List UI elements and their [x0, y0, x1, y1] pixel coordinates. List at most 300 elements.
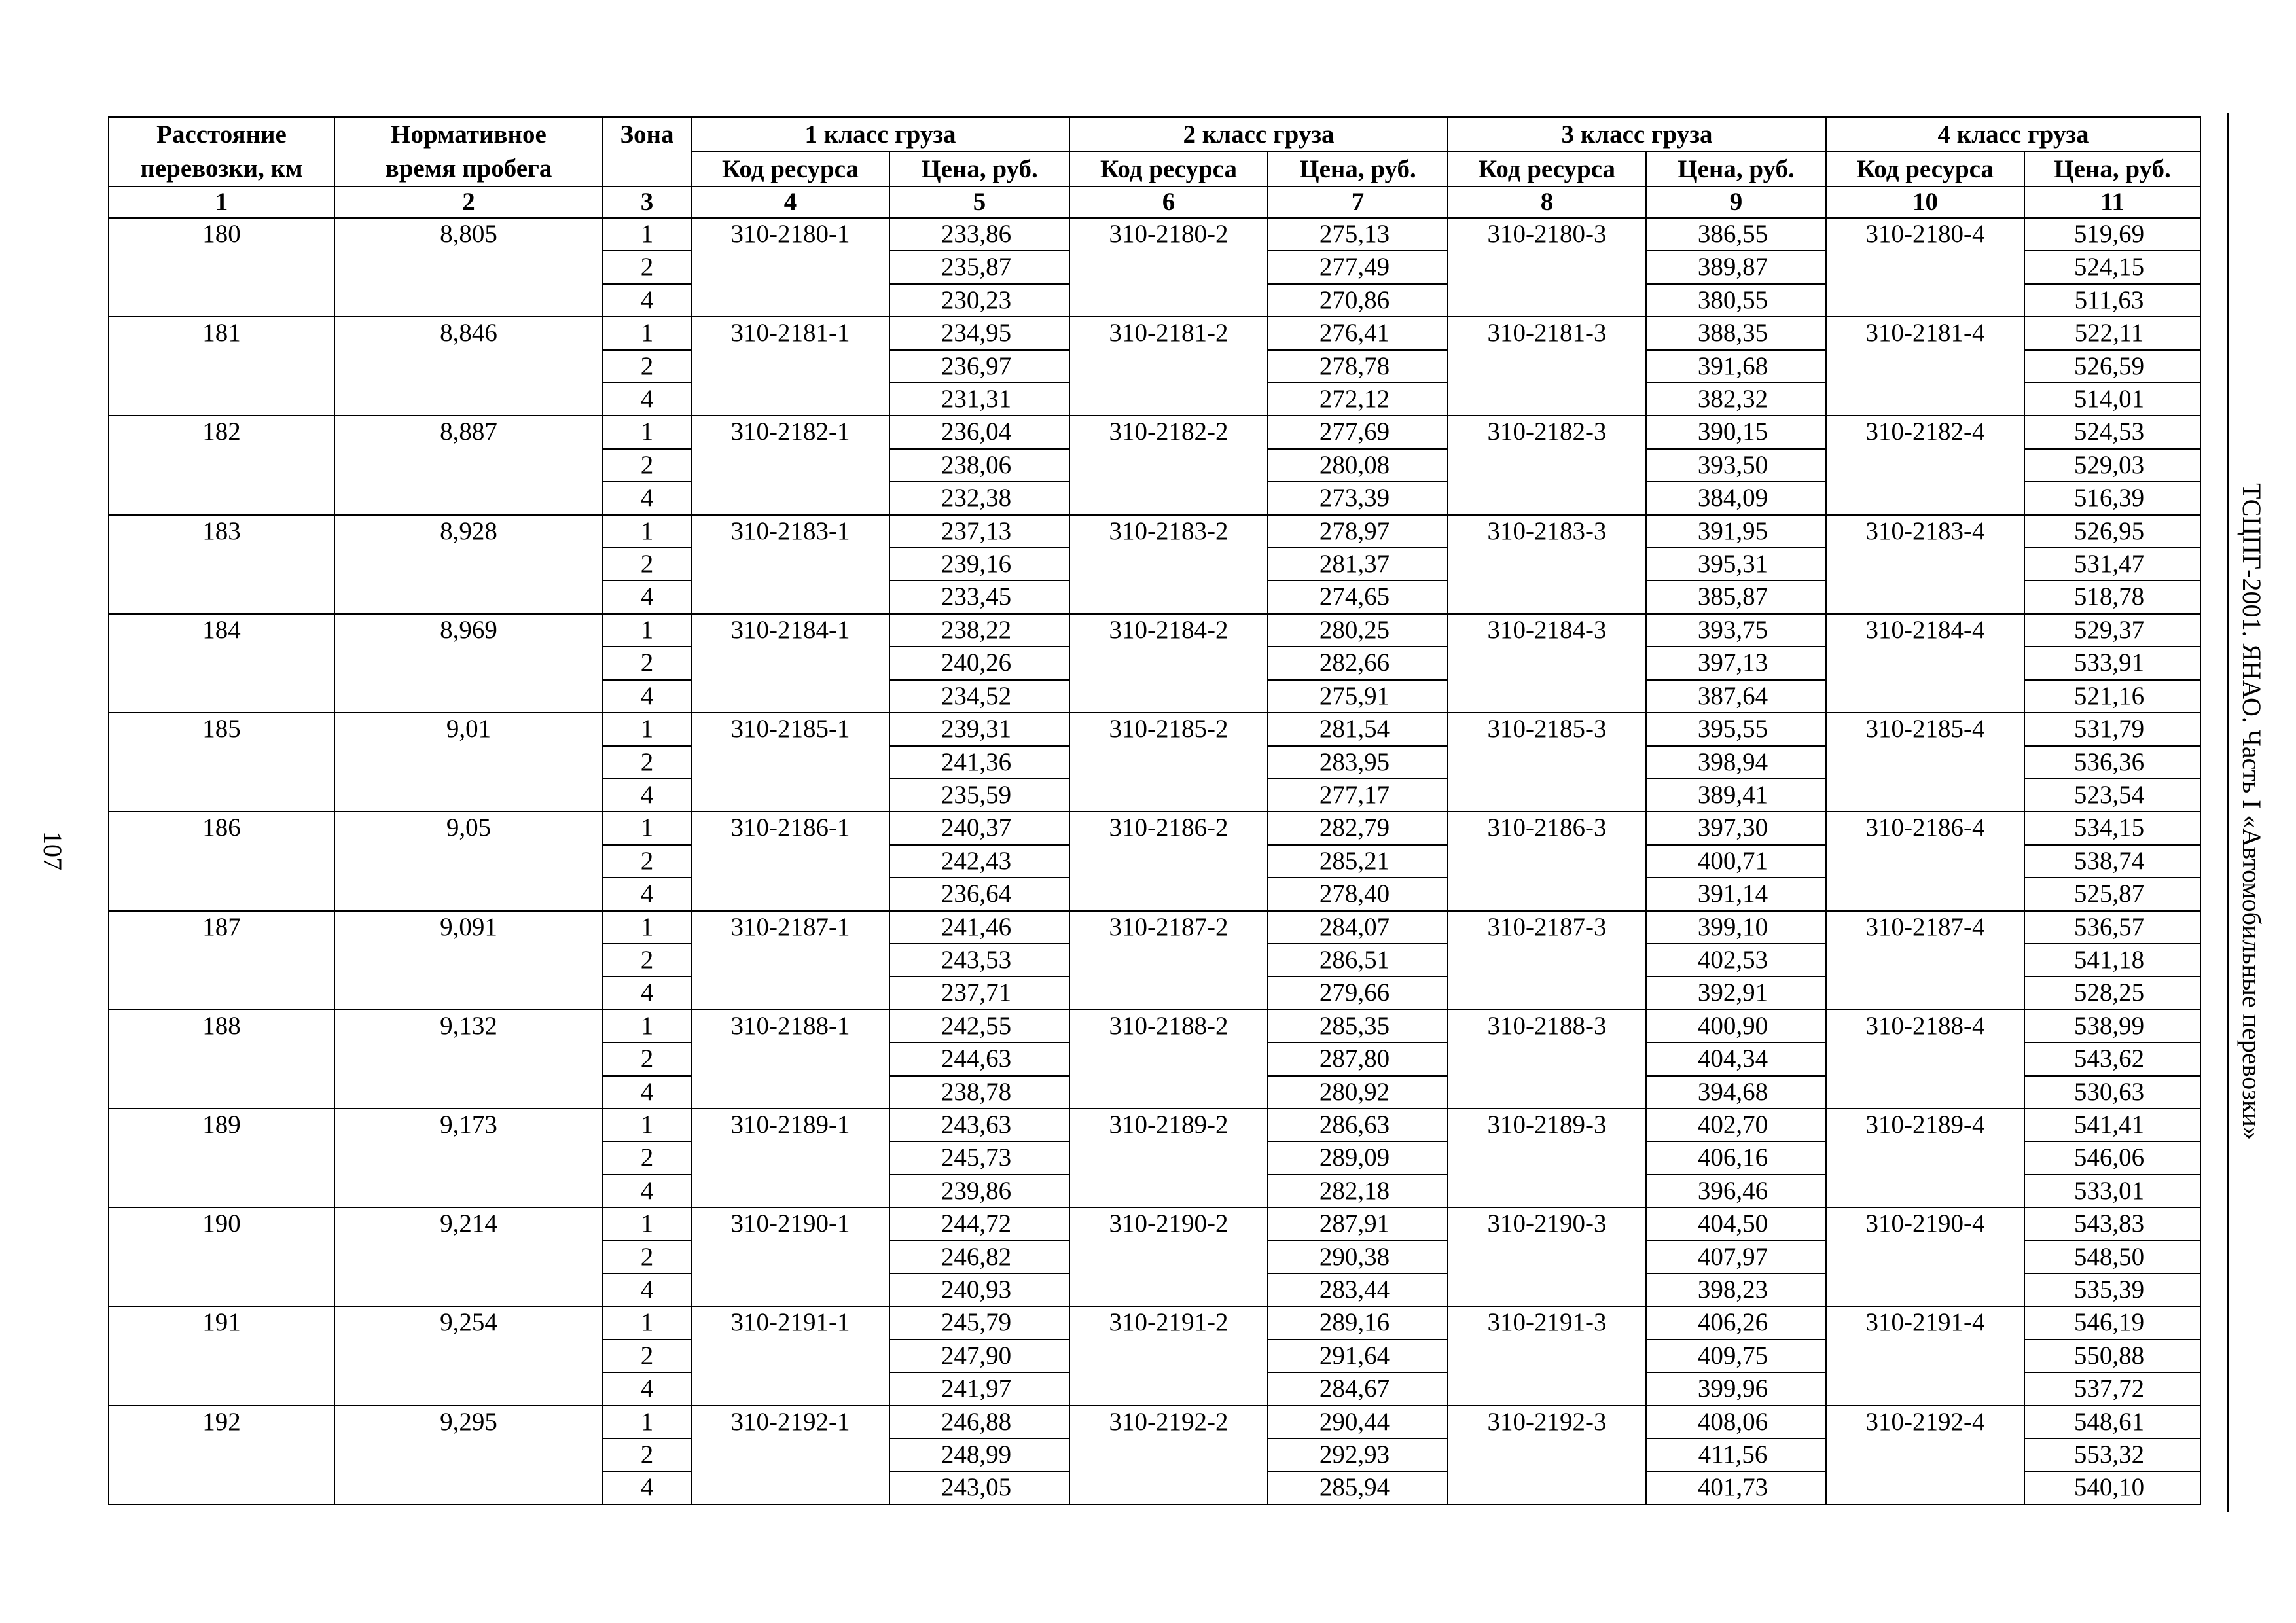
zone-cell: 1 — [603, 1306, 691, 1339]
price-cell: 232,38 — [889, 482, 1069, 514]
price-cell: 518,78 — [2024, 580, 2200, 613]
price-cell: 526,95 — [2024, 515, 2200, 548]
price-cell: 546,19 — [2024, 1306, 2200, 1339]
price-cell: 385,87 — [1646, 580, 1826, 613]
price-cell: 399,10 — [1646, 911, 1826, 944]
price-cell: 278,97 — [1268, 515, 1448, 548]
price-cell: 400,71 — [1646, 845, 1826, 878]
header-zone — [603, 117, 691, 187]
price-cell: 234,52 — [889, 680, 1069, 713]
price-cell: 277,69 — [1268, 416, 1448, 448]
resource-code-cell: 310-2182-3 — [1448, 416, 1646, 514]
price-cell: 235,59 — [889, 779, 1069, 812]
resource-code-cell: 310-2185-3 — [1448, 713, 1646, 812]
distance-cell: 183 — [109, 515, 334, 614]
time-cell: 9,254 — [334, 1306, 603, 1405]
price-cell: 534,15 — [2024, 812, 2200, 844]
price-cell: 398,23 — [1646, 1274, 1826, 1306]
resource-code-cell: 310-2181-3 — [1448, 317, 1646, 416]
zone-cell: 1 — [603, 515, 691, 548]
price-cell: 396,46 — [1646, 1175, 1826, 1207]
price-cell: 247,90 — [889, 1340, 1069, 1372]
price-cell: 241,46 — [889, 911, 1069, 944]
resource-code-cell: 310-2188-4 — [1826, 1010, 2024, 1109]
price-cell: 240,37 — [889, 812, 1069, 844]
price-cell: 285,35 — [1268, 1010, 1448, 1043]
resource-code-cell: 310-2187-2 — [1069, 911, 1268, 1010]
col-number-9: 9 — [1646, 187, 1826, 218]
resource-code-cell: 310-2181-2 — [1069, 317, 1268, 416]
price-cell: 519,69 — [2024, 218, 2200, 251]
resource-code-cell: 310-2187-1 — [691, 911, 889, 1010]
price-cell: 231,31 — [889, 383, 1069, 416]
price-cell: 522,11 — [2024, 317, 2200, 349]
distance-cell: 185 — [109, 713, 334, 812]
header-code-2: Код ресурса — [1069, 152, 1268, 187]
price-cell: 388,35 — [1646, 317, 1826, 349]
price-cell: 529,03 — [2024, 449, 2200, 482]
header-code-1: Код ресурса — [691, 152, 889, 187]
price-cell: 243,53 — [889, 944, 1069, 976]
zone-cell: 4 — [603, 976, 691, 1009]
price-cell: 529,37 — [2024, 614, 2200, 647]
price-cell: 244,72 — [889, 1207, 1069, 1240]
distance-cell: 190 — [109, 1207, 334, 1306]
header-zone-label: Зона — [620, 120, 674, 149]
resource-code-cell: 310-2191-2 — [1069, 1306, 1268, 1405]
resource-code-cell: 310-2188-1 — [691, 1010, 889, 1109]
col-number-4: 4 — [691, 187, 889, 218]
header-row-1 — [109, 117, 2200, 152]
zone-cell: 2 — [603, 944, 691, 976]
table-row — [109, 812, 2200, 844]
price-cell: 246,88 — [889, 1406, 1069, 1438]
table-row — [109, 218, 2200, 251]
price-cell: 234,95 — [889, 317, 1069, 349]
zone-cell: 4 — [603, 1274, 691, 1306]
resource-code-cell: 310-2180-4 — [1826, 218, 2024, 317]
page-number: 107 — [38, 831, 67, 870]
zone-cell: 1 — [603, 1207, 691, 1240]
price-cell: 236,04 — [889, 416, 1069, 448]
resource-code-cell: 310-2180-2 — [1069, 218, 1268, 317]
price-cell: 285,94 — [1268, 1471, 1448, 1504]
price-cell: 550,88 — [2024, 1340, 2200, 1372]
zone-cell: 4 — [603, 383, 691, 416]
zone-cell: 1 — [603, 317, 691, 349]
price-cell: 237,71 — [889, 976, 1069, 1009]
price-cell: 382,32 — [1646, 383, 1826, 416]
price-cell: 246,82 — [889, 1241, 1069, 1274]
price-cell: 380,55 — [1646, 284, 1826, 317]
price-cell: 285,21 — [1268, 845, 1448, 878]
price-cell: 292,93 — [1268, 1438, 1448, 1471]
price-cell: 408,06 — [1646, 1406, 1826, 1438]
price-cell: 537,72 — [2024, 1372, 2200, 1405]
resource-code-cell: 310-2191-3 — [1448, 1306, 1646, 1405]
price-cell: 391,14 — [1646, 878, 1826, 910]
price-cell: 516,39 — [2024, 482, 2200, 514]
resource-code-cell: 310-2189-2 — [1069, 1109, 1268, 1207]
price-cell: 524,15 — [2024, 251, 2200, 283]
resource-code-cell: 310-2190-1 — [691, 1207, 889, 1306]
header-time-label: Нормативное время пробега — [385, 120, 552, 183]
col-number-11: 11 — [2024, 187, 2200, 218]
price-cell: 279,66 — [1268, 976, 1448, 1009]
price-cell: 275,91 — [1268, 680, 1448, 713]
price-cell: 540,10 — [2024, 1471, 2200, 1504]
resource-code-cell: 310-2183-1 — [691, 515, 889, 614]
table-row — [109, 1109, 2200, 1141]
time-cell: 9,295 — [334, 1406, 603, 1505]
price-cell: 289,09 — [1268, 1141, 1448, 1174]
zone-cell: 4 — [603, 284, 691, 317]
resource-code-cell: 310-2186-1 — [691, 812, 889, 910]
table-row — [109, 416, 2200, 448]
running-title: ТСЦПГ-2001. ЯНАО. Часть I «Автомобильные перевозки» — [2237, 483, 2267, 1140]
price-cell: 541,18 — [2024, 944, 2200, 976]
price-cell: 290,38 — [1268, 1241, 1448, 1274]
price-cell: 240,26 — [889, 647, 1069, 679]
header-price-1: Цена, руб. — [889, 152, 1069, 187]
price-cell: 290,44 — [1268, 1406, 1448, 1438]
price-cell: 270,86 — [1268, 284, 1448, 317]
col-number-1: 1 — [109, 187, 334, 218]
price-cell: 243,05 — [889, 1471, 1069, 1504]
price-cell: 274,65 — [1268, 580, 1448, 613]
price-cell: 538,99 — [2024, 1010, 2200, 1043]
resource-code-cell: 310-2190-2 — [1069, 1207, 1268, 1306]
price-cell: 283,44 — [1268, 1274, 1448, 1306]
resource-code-cell: 310-2186-3 — [1448, 812, 1646, 910]
distance-cell: 180 — [109, 218, 334, 317]
header-distance — [109, 117, 334, 187]
price-cell: 398,94 — [1646, 746, 1826, 779]
resource-code-cell: 310-2189-3 — [1448, 1109, 1646, 1207]
zone-cell: 2 — [603, 548, 691, 580]
zone-cell: 2 — [603, 845, 691, 878]
price-cell: 275,13 — [1268, 218, 1448, 251]
distance-cell: 191 — [109, 1306, 334, 1405]
table-row — [109, 317, 2200, 349]
time-cell: 9,214 — [334, 1207, 603, 1306]
price-cell: 287,80 — [1268, 1043, 1448, 1075]
price-cell: 543,62 — [2024, 1043, 2200, 1075]
zone-cell: 1 — [603, 218, 691, 251]
table-row — [109, 1306, 2200, 1339]
header-distance-label: Расстояние перевозки, км — [140, 120, 303, 183]
price-cell: 241,36 — [889, 746, 1069, 779]
price-cell: 287,91 — [1268, 1207, 1448, 1240]
price-cell: 402,53 — [1646, 944, 1826, 976]
price-cell: 406,26 — [1646, 1306, 1826, 1339]
resource-code-cell: 310-2191-4 — [1826, 1306, 2024, 1405]
price-cell: 245,79 — [889, 1306, 1069, 1339]
resource-code-cell: 310-2190-3 — [1448, 1207, 1646, 1306]
price-cell: 277,49 — [1268, 251, 1448, 283]
price-cell: 282,79 — [1268, 812, 1448, 844]
price-cell: 286,51 — [1268, 944, 1448, 976]
price-cell: 236,64 — [889, 878, 1069, 910]
price-cell: 238,22 — [889, 614, 1069, 647]
price-cell: 530,63 — [2024, 1076, 2200, 1109]
price-cell: 286,63 — [1268, 1109, 1448, 1141]
price-cell: 397,30 — [1646, 812, 1826, 844]
resource-code-cell: 310-2185-2 — [1069, 713, 1268, 812]
zone-cell: 4 — [603, 878, 691, 910]
distance-cell: 186 — [109, 812, 334, 910]
zone-cell: 1 — [603, 416, 691, 448]
price-cell: 393,50 — [1646, 449, 1826, 482]
price-cell: 387,64 — [1646, 680, 1826, 713]
price-cell: 548,50 — [2024, 1241, 2200, 1274]
resource-code-cell: 310-2186-2 — [1069, 812, 1268, 910]
price-cell: 406,16 — [1646, 1141, 1826, 1174]
col-number-10: 10 — [1826, 187, 2024, 218]
col-number-2: 2 — [334, 187, 603, 218]
price-cell: 511,63 — [2024, 284, 2200, 317]
price-cell: 282,18 — [1268, 1175, 1448, 1207]
resource-code-cell: 310-2189-1 — [691, 1109, 889, 1207]
time-cell: 9,132 — [334, 1010, 603, 1109]
zone-cell: 2 — [603, 1241, 691, 1274]
resource-code-cell: 310-2185-1 — [691, 713, 889, 812]
resource-code-cell: 310-2183-3 — [1448, 515, 1646, 614]
resource-code-cell: 310-2182-4 — [1826, 416, 2024, 514]
price-cell: 278,40 — [1268, 878, 1448, 910]
header-class-4: 4 класс груза — [1826, 117, 2200, 152]
price-cell: 533,91 — [2024, 647, 2200, 679]
price-cell: 284,07 — [1268, 911, 1448, 944]
price-cell: 394,68 — [1646, 1076, 1826, 1109]
resource-code-cell: 310-2186-4 — [1826, 812, 2024, 910]
header-code-4: Код ресурса — [1826, 152, 2024, 187]
price-cell: 524,53 — [2024, 416, 2200, 448]
distance-cell: 188 — [109, 1010, 334, 1109]
zone-cell: 4 — [603, 580, 691, 613]
resource-code-cell: 310-2180-3 — [1448, 218, 1646, 317]
price-cell: 541,41 — [2024, 1109, 2200, 1141]
price-cell: 230,23 — [889, 284, 1069, 317]
price-cell: 409,75 — [1646, 1340, 1826, 1372]
zone-cell: 2 — [603, 1141, 691, 1174]
price-cell: 240,93 — [889, 1274, 1069, 1306]
resource-code-cell: 310-2192-1 — [691, 1406, 889, 1505]
table-row — [109, 1207, 2200, 1240]
zone-cell: 2 — [603, 647, 691, 679]
price-cell: 233,45 — [889, 580, 1069, 613]
resource-code-cell: 310-2184-1 — [691, 614, 889, 713]
header-price-3: Цена, руб. — [1646, 152, 1826, 187]
price-cell: 276,41 — [1268, 317, 1448, 349]
time-cell: 8,846 — [334, 317, 603, 416]
resource-code-cell: 310-2192-4 — [1826, 1406, 2024, 1505]
distance-cell: 182 — [109, 416, 334, 514]
time-cell: 9,173 — [334, 1109, 603, 1207]
time-cell: 8,887 — [334, 416, 603, 514]
resource-code-cell: 310-2191-1 — [691, 1306, 889, 1405]
price-cell: 277,17 — [1268, 779, 1448, 812]
zone-cell: 2 — [603, 350, 691, 383]
resource-code-cell: 310-2183-4 — [1826, 515, 2024, 614]
resource-code-cell: 310-2182-1 — [691, 416, 889, 514]
zone-cell: 2 — [603, 449, 691, 482]
zone-cell: 2 — [603, 1043, 691, 1075]
price-cell: 238,78 — [889, 1076, 1069, 1109]
zone-cell: 2 — [603, 746, 691, 779]
time-cell: 8,928 — [334, 515, 603, 614]
price-cell: 239,86 — [889, 1175, 1069, 1207]
price-cell: 526,59 — [2024, 350, 2200, 383]
price-cell: 397,13 — [1646, 647, 1826, 679]
col-number-5: 5 — [889, 187, 1069, 218]
tariff-table — [108, 116, 2201, 1505]
price-cell: 538,74 — [2024, 845, 2200, 878]
resource-code-cell: 310-2181-4 — [1826, 317, 2024, 416]
price-cell: 248,99 — [889, 1438, 1069, 1471]
zone-cell: 1 — [603, 1010, 691, 1043]
zone-cell: 1 — [603, 1109, 691, 1141]
resource-code-cell: 310-2184-4 — [1826, 614, 2024, 713]
distance-cell: 181 — [109, 317, 334, 416]
header-class-1: 1 класс груза — [691, 117, 1069, 152]
price-cell: 284,67 — [1268, 1372, 1448, 1405]
price-cell: 384,09 — [1646, 482, 1826, 514]
resource-code-cell: 310-2189-4 — [1826, 1109, 2024, 1207]
zone-cell: 1 — [603, 911, 691, 944]
header-price-2: Цена, руб. — [1268, 152, 1448, 187]
resource-code-cell: 310-2184-3 — [1448, 614, 1646, 713]
price-cell: 521,16 — [2024, 680, 2200, 713]
resource-code-cell: 310-2181-1 — [691, 317, 889, 416]
price-cell: 411,56 — [1646, 1438, 1826, 1471]
price-cell: 395,55 — [1646, 713, 1826, 745]
table-row — [109, 1010, 2200, 1043]
price-cell: 546,06 — [2024, 1141, 2200, 1174]
price-cell: 391,95 — [1646, 515, 1826, 548]
time-cell: 9,01 — [334, 713, 603, 812]
margin-rule — [2227, 113, 2229, 1512]
price-cell: 404,50 — [1646, 1207, 1826, 1240]
zone-cell: 1 — [603, 614, 691, 647]
zone-cell: 2 — [603, 1438, 691, 1471]
resource-code-cell: 310-2185-4 — [1826, 713, 2024, 812]
resource-code-cell: 310-2187-3 — [1448, 911, 1646, 1010]
price-cell: 548,61 — [2024, 1406, 2200, 1438]
price-cell: 235,87 — [889, 251, 1069, 283]
resource-code-cell: 310-2188-3 — [1448, 1010, 1646, 1109]
table-row — [109, 911, 2200, 944]
distance-cell: 192 — [109, 1406, 334, 1505]
price-cell: 389,41 — [1646, 779, 1826, 812]
zone-cell: 2 — [603, 1340, 691, 1372]
price-cell: 272,12 — [1268, 383, 1448, 416]
price-cell: 243,63 — [889, 1109, 1069, 1141]
price-cell: 531,47 — [2024, 548, 2200, 580]
price-cell: 244,63 — [889, 1043, 1069, 1075]
resource-code-cell: 310-2180-1 — [691, 218, 889, 317]
zone-cell: 4 — [603, 1175, 691, 1207]
time-cell: 9,05 — [334, 812, 603, 910]
price-cell: 401,73 — [1646, 1471, 1826, 1504]
distance-cell: 187 — [109, 911, 334, 1010]
price-cell: 242,43 — [889, 845, 1069, 878]
table-row — [109, 1406, 2200, 1438]
price-cell: 239,16 — [889, 548, 1069, 580]
price-cell: 233,86 — [889, 218, 1069, 251]
col-number-7: 7 — [1268, 187, 1448, 218]
zone-cell: 4 — [603, 779, 691, 812]
price-cell: 553,32 — [2024, 1438, 2200, 1471]
price-cell: 273,39 — [1268, 482, 1448, 514]
table-row — [109, 515, 2200, 548]
resource-code-cell: 310-2192-2 — [1069, 1406, 1268, 1505]
resource-code-cell: 310-2192-3 — [1448, 1406, 1646, 1505]
price-cell: 543,83 — [2024, 1207, 2200, 1240]
price-cell: 531,79 — [2024, 713, 2200, 745]
price-cell: 282,66 — [1268, 647, 1448, 679]
price-cell: 392,91 — [1646, 976, 1826, 1009]
price-cell: 399,96 — [1646, 1372, 1826, 1405]
col-number-8: 8 — [1448, 187, 1646, 218]
zone-cell: 1 — [603, 812, 691, 844]
time-cell: 8,969 — [334, 614, 603, 713]
price-cell: 404,34 — [1646, 1043, 1826, 1075]
resource-code-cell: 310-2182-2 — [1069, 416, 1268, 514]
header-class-2: 2 класс груза — [1069, 117, 1448, 152]
resource-code-cell: 310-2184-2 — [1069, 614, 1268, 713]
price-cell: 245,73 — [889, 1141, 1069, 1174]
price-cell: 523,54 — [2024, 779, 2200, 812]
price-cell: 528,25 — [2024, 976, 2200, 1009]
zone-cell: 4 — [603, 680, 691, 713]
resource-code-cell: 310-2187-4 — [1826, 911, 2024, 1010]
resource-code-cell: 310-2183-2 — [1069, 515, 1268, 614]
price-cell: 238,06 — [889, 449, 1069, 482]
table-row — [109, 713, 2200, 745]
price-cell: 533,01 — [2024, 1175, 2200, 1207]
distance-cell: 184 — [109, 614, 334, 713]
resource-code-cell: 310-2188-2 — [1069, 1010, 1268, 1109]
price-cell: 239,31 — [889, 713, 1069, 745]
price-cell: 242,55 — [889, 1010, 1069, 1043]
price-cell: 241,97 — [889, 1372, 1069, 1405]
col-number-6: 6 — [1069, 187, 1268, 218]
price-cell: 389,87 — [1646, 251, 1826, 283]
header-code-3: Код ресурса — [1448, 152, 1646, 187]
price-cell: 386,55 — [1646, 218, 1826, 251]
header-price-4: Цена, руб. — [2024, 152, 2200, 187]
distance-cell: 189 — [109, 1109, 334, 1207]
price-cell: 535,39 — [2024, 1274, 2200, 1306]
price-cell: 237,13 — [889, 515, 1069, 548]
zone-cell: 4 — [603, 482, 691, 514]
price-cell: 280,92 — [1268, 1076, 1448, 1109]
header-time — [334, 117, 603, 187]
price-cell: 280,08 — [1268, 449, 1448, 482]
price-cell: 281,54 — [1268, 713, 1448, 745]
price-cell: 289,16 — [1268, 1306, 1448, 1339]
price-cell: 525,87 — [2024, 878, 2200, 910]
time-cell: 8,805 — [334, 218, 603, 317]
zone-cell: 1 — [603, 1406, 691, 1438]
time-cell: 9,091 — [334, 911, 603, 1010]
header-class-3: 3 класс груза — [1448, 117, 1826, 152]
price-cell: 390,15 — [1646, 416, 1826, 448]
zone-cell: 4 — [603, 1471, 691, 1504]
price-cell: 391,68 — [1646, 350, 1826, 383]
price-cell: 400,90 — [1646, 1010, 1826, 1043]
